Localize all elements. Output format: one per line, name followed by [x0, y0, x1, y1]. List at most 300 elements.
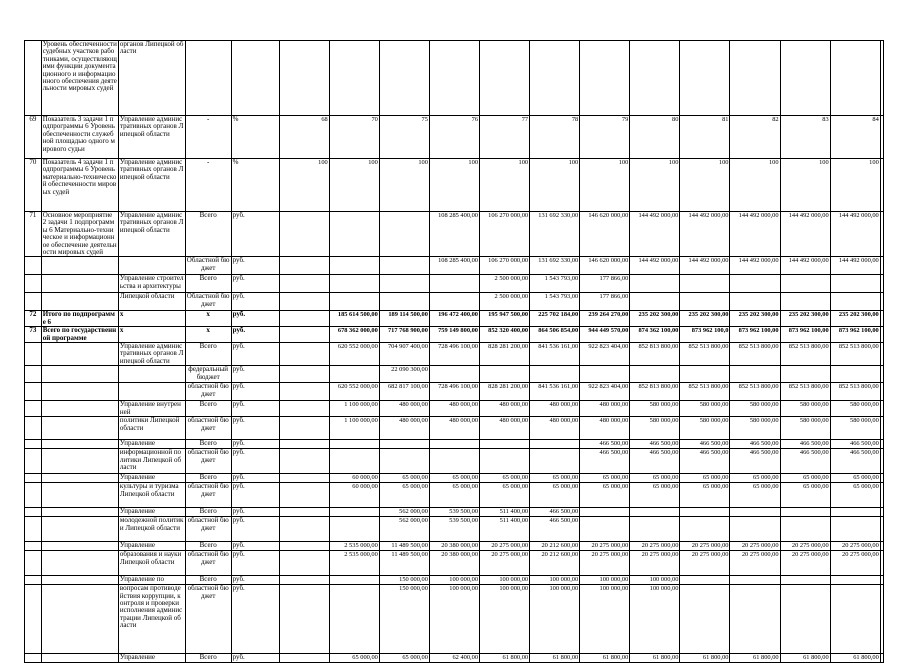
- value-cell: 78: [530, 116, 580, 159]
- row-number-cell: [25, 383, 42, 401]
- value-cell: 852 513 800,00: [830, 383, 880, 401]
- value-cell: 20 212 600,00: [530, 542, 580, 551]
- unit-cell: руб.: [231, 654, 279, 663]
- value-cell: 852 513 800,00: [680, 343, 730, 366]
- value-cell: [630, 41, 680, 116]
- value-cell: [680, 366, 730, 383]
- value-cell: 580 000,00: [830, 401, 880, 417]
- value-cell: 580 000,00: [630, 417, 680, 440]
- value-cell: 177 866,00: [580, 275, 630, 293]
- table-row: [25, 343, 884, 366]
- table-row: [25, 508, 884, 517]
- unit-cell: руб.: [231, 293, 279, 311]
- value-cell: [780, 293, 830, 311]
- value-cell: 65 000,00: [429, 474, 479, 483]
- value-cell: 580 000,00: [630, 401, 680, 417]
- value-cell: [279, 41, 329, 116]
- value-cell: [329, 449, 379, 474]
- value-cell: 65 000,00: [730, 474, 780, 483]
- executor-cell: вопросам противодействия коррупции, контроля и проверки исполнения администрации Липецкой области: [118, 585, 185, 654]
- value-cell: [480, 41, 530, 116]
- value-cell: [329, 41, 379, 116]
- value-cell: 235 202 300,00: [780, 311, 830, 327]
- value-cell: 189 114 500,00: [379, 311, 429, 327]
- value-cell: 235 202 300,00: [630, 311, 680, 327]
- funding-source-cell: x: [185, 327, 231, 343]
- value-cell: 195 947 500,00: [480, 311, 530, 327]
- value-cell: 480 000,00: [429, 401, 479, 417]
- value-cell: 480 000,00: [429, 417, 479, 440]
- value-cell: [830, 508, 880, 517]
- value-cell: 466 500,00: [830, 440, 880, 449]
- value-cell: 150 000,00: [379, 585, 429, 654]
- value-cell: 1 543 793,00: [530, 293, 580, 311]
- unit-cell: руб.: [231, 542, 279, 551]
- value-cell: 466 500,00: [730, 449, 780, 474]
- value-cell: [680, 585, 730, 654]
- unit-cell: руб.: [231, 551, 279, 576]
- value-cell: [379, 449, 429, 474]
- value-cell: 22 090 300,00: [379, 366, 429, 383]
- value-cell: 75: [379, 116, 429, 159]
- value-cell: 100: [580, 159, 630, 212]
- value-cell: [329, 366, 379, 383]
- value-cell: 61 800,00: [480, 654, 530, 663]
- value-cell: [830, 576, 880, 585]
- indicator-name-cell: [41, 343, 118, 366]
- indicator-name-cell: Уровень обеспеченности судебных участков работниками, осуществляющими функции документационного и информационного обеспечения деятельности мировых судей: [41, 41, 118, 116]
- value-cell: [379, 212, 429, 257]
- executor-cell: Управление внутренней: [118, 401, 185, 417]
- value-cell: 60 000,00: [329, 474, 379, 483]
- table-row: [25, 383, 884, 401]
- value-cell: 1 100 000,00: [329, 417, 379, 440]
- value-cell: 65 000,00: [680, 474, 730, 483]
- value-cell: 100 000,00: [630, 576, 680, 585]
- unit-cell: руб.: [231, 275, 279, 293]
- value-cell: [780, 576, 830, 585]
- value-cell: 580 000,00: [780, 401, 830, 417]
- value-cell: 873 962 100,0: [680, 327, 730, 343]
- value-cell: 922 823 404,00: [580, 383, 630, 401]
- table-row: [25, 293, 884, 311]
- value-cell: [429, 275, 479, 293]
- value-cell: [880, 116, 883, 159]
- value-cell: 841 536 161,00: [530, 343, 580, 366]
- value-cell: 2 535 000,00: [329, 542, 379, 551]
- value-cell: 2 500 000,00: [480, 275, 530, 293]
- indicator-name-cell: [41, 508, 118, 517]
- value-cell: 20 275 000,00: [830, 542, 880, 551]
- value-cell: [880, 343, 883, 366]
- value-cell: [880, 517, 883, 542]
- funding-source-cell: [185, 41, 231, 116]
- value-cell: 100: [530, 159, 580, 212]
- value-cell: 65 000,00: [530, 483, 580, 508]
- value-cell: 65 000,00: [580, 483, 630, 508]
- table-row: [25, 311, 884, 327]
- value-cell: 100 000,00: [429, 585, 479, 654]
- value-cell: 100: [680, 159, 730, 212]
- value-cell: 100: [429, 159, 479, 212]
- value-cell: 82: [730, 116, 780, 159]
- value-cell: 466 500,00: [580, 440, 630, 449]
- value-cell: 620 552 000,00: [329, 343, 379, 366]
- value-cell: 828 281 200,00: [480, 383, 530, 401]
- value-cell: [279, 542, 329, 551]
- value-cell: 873 962 100,00: [730, 327, 780, 343]
- value-cell: 144 492 000,00: [830, 212, 880, 257]
- value-cell: 100 000,00: [429, 576, 479, 585]
- value-cell: [880, 311, 883, 327]
- row-number-cell: [25, 343, 42, 366]
- value-cell: 146 620 000,00: [580, 212, 630, 257]
- value-cell: 65 000,00: [329, 654, 379, 663]
- row-number-cell: [25, 517, 42, 542]
- value-cell: 11 489 500,00: [379, 542, 429, 551]
- value-cell: [279, 275, 329, 293]
- value-cell: 20 275 000,00: [830, 551, 880, 576]
- value-cell: [880, 449, 883, 474]
- funding-source-cell: областной бюджет: [185, 483, 231, 508]
- funding-source-cell: Всего: [185, 508, 231, 517]
- value-cell: 77: [480, 116, 530, 159]
- value-cell: [680, 576, 730, 585]
- unit-cell: [231, 41, 279, 116]
- value-cell: 235 202 300,00: [680, 311, 730, 327]
- table-row: [25, 327, 884, 343]
- row-number-cell: 73: [25, 327, 42, 343]
- indicator-name-cell: Показатель 4 задачи 1 подпрограммы 6 Уровень материально-технической обеспеченности мировых судей: [41, 159, 118, 212]
- value-cell: 65 000,00: [830, 483, 880, 508]
- value-cell: 144 492 000,00: [730, 257, 780, 275]
- value-cell: 20 275 000,00: [780, 551, 830, 576]
- value-cell: [780, 585, 830, 654]
- value-cell: 79: [580, 116, 630, 159]
- value-cell: 100: [730, 159, 780, 212]
- unit-cell: руб.: [231, 440, 279, 449]
- value-cell: 65 000,00: [480, 483, 530, 508]
- value-cell: 65 000,00: [379, 483, 429, 508]
- row-number-cell: [25, 654, 42, 663]
- table-row: [25, 41, 884, 116]
- value-cell: 20 275 000,00: [580, 551, 630, 576]
- unit-cell: руб.: [231, 417, 279, 440]
- funding-source-cell: областной бюджет: [185, 551, 231, 576]
- executor-cell: Управление по: [118, 576, 185, 585]
- row-number-cell: [25, 275, 42, 293]
- value-cell: 20 380 000,00: [429, 551, 479, 576]
- row-number-cell: [25, 366, 42, 383]
- value-cell: 65 000,00: [530, 474, 580, 483]
- budget-table: [24, 40, 884, 663]
- value-cell: 759 149 800,00: [429, 327, 479, 343]
- value-cell: 2 500 000,00: [480, 293, 530, 311]
- executor-cell: [118, 383, 185, 401]
- value-cell: 68: [279, 116, 329, 159]
- value-cell: 562 000,00: [379, 508, 429, 517]
- indicator-name-cell: Показатель 3 задачи 1 подпрограммы 6 Уровень обеспеченности служебной площадью одного мирового судьи: [41, 116, 118, 159]
- value-cell: [429, 293, 479, 311]
- value-cell: [530, 41, 580, 116]
- funding-source-cell: Всего: [185, 343, 231, 366]
- value-cell: [530, 440, 580, 449]
- table-row: [25, 576, 884, 585]
- value-cell: 65 000,00: [630, 483, 680, 508]
- value-cell: 20 275 000,00: [730, 551, 780, 576]
- value-cell: 61 800,00: [530, 654, 580, 663]
- funding-source-cell: Всего: [185, 401, 231, 417]
- value-cell: [880, 483, 883, 508]
- value-cell: [630, 508, 680, 517]
- value-cell: [680, 293, 730, 311]
- table-row: [25, 116, 884, 159]
- funding-source-cell: Всего: [185, 542, 231, 551]
- value-cell: 144 492 000,00: [730, 212, 780, 257]
- value-cell: [780, 275, 830, 293]
- unit-cell: руб.: [231, 517, 279, 542]
- value-cell: [429, 41, 479, 116]
- indicator-name-cell: [41, 383, 118, 401]
- value-cell: [780, 508, 830, 517]
- value-cell: [480, 366, 530, 383]
- executor-cell: [118, 366, 185, 383]
- value-cell: 580 000,00: [730, 401, 780, 417]
- value-cell: 61 800,00: [830, 654, 880, 663]
- row-number-cell: 70: [25, 159, 42, 212]
- value-cell: 852 513 800,00: [780, 343, 830, 366]
- row-number-cell: [25, 41, 42, 116]
- table-row: [25, 483, 884, 508]
- unit-cell: руб.: [231, 257, 279, 275]
- value-cell: 466 500,00: [680, 449, 730, 474]
- value-cell: 480 000,00: [379, 401, 429, 417]
- value-cell: [780, 366, 830, 383]
- value-cell: [730, 41, 780, 116]
- value-cell: 100: [780, 159, 830, 212]
- value-cell: 852 513 800,00: [730, 383, 780, 401]
- table-row: [25, 585, 884, 654]
- value-cell: 852 320 400,00: [480, 327, 530, 343]
- budget-table-page: [24, 40, 884, 663]
- value-cell: 466 500,00: [830, 449, 880, 474]
- funding-source-cell: x: [185, 311, 231, 327]
- value-cell: 828 281 200,00: [480, 343, 530, 366]
- value-cell: [880, 440, 883, 449]
- funding-source-cell: Областной бюджет: [185, 293, 231, 311]
- table-row: [25, 517, 884, 542]
- value-cell: [880, 542, 883, 551]
- executor-cell: Управление: [118, 542, 185, 551]
- value-cell: 65 000,00: [429, 483, 479, 508]
- value-cell: 480 000,00: [580, 401, 630, 417]
- indicator-name-cell: [41, 449, 118, 474]
- value-cell: 65 000,00: [379, 654, 429, 663]
- value-cell: 177 866,00: [580, 293, 630, 311]
- table-row: [25, 440, 884, 449]
- value-cell: 108 285 400,00: [429, 257, 479, 275]
- executor-cell: Липецкой области: [118, 293, 185, 311]
- table-row: [25, 449, 884, 474]
- value-cell: [279, 293, 329, 311]
- indicator-name-cell: [41, 483, 118, 508]
- executor-cell: Управление: [118, 440, 185, 449]
- value-cell: 100: [379, 159, 429, 212]
- value-cell: 235 202 300,00: [830, 311, 880, 327]
- value-cell: 80: [630, 116, 680, 159]
- value-cell: [830, 366, 880, 383]
- indicator-name-cell: Всего по государственной программе: [41, 327, 118, 343]
- value-cell: 580 000,00: [680, 401, 730, 417]
- unit-cell: руб.: [231, 311, 279, 327]
- value-cell: 562 000,00: [379, 517, 429, 542]
- value-cell: 225 702 184,00: [530, 311, 580, 327]
- value-cell: [630, 366, 680, 383]
- row-number-cell: [25, 417, 42, 440]
- value-cell: [730, 517, 780, 542]
- table-row: [25, 551, 884, 576]
- value-cell: 864 506 854,00: [530, 327, 580, 343]
- value-cell: 100 000,00: [530, 576, 580, 585]
- value-cell: 70: [329, 116, 379, 159]
- value-cell: [279, 449, 329, 474]
- value-cell: [279, 257, 329, 275]
- value-cell: 466 500,00: [730, 440, 780, 449]
- value-cell: 511 400,00: [480, 508, 530, 517]
- value-cell: 20 275 000,00: [630, 551, 680, 576]
- value-cell: 922 823 404,00: [580, 343, 630, 366]
- value-cell: 83: [780, 116, 830, 159]
- table-row: [25, 212, 884, 257]
- value-cell: 580 000,00: [730, 417, 780, 440]
- value-cell: [279, 585, 329, 654]
- value-cell: [830, 517, 880, 542]
- value-cell: 65 000,00: [480, 474, 530, 483]
- value-cell: [329, 508, 379, 517]
- funding-source-cell: Всего: [185, 440, 231, 449]
- value-cell: [429, 449, 479, 474]
- value-cell: 466 500,00: [780, 449, 830, 474]
- value-cell: 682 817 100,00: [379, 383, 429, 401]
- value-cell: 480 000,00: [530, 417, 580, 440]
- value-cell: 580 000,00: [680, 417, 730, 440]
- value-cell: [880, 508, 883, 517]
- executor-cell: Управление административных органов Липецкой области: [118, 212, 185, 257]
- row-number-cell: 71: [25, 212, 42, 257]
- value-cell: 144 492 000,00: [630, 257, 680, 275]
- indicator-name-cell: [41, 551, 118, 576]
- unit-cell: руб.: [231, 366, 279, 383]
- value-cell: 100 000,00: [530, 585, 580, 654]
- value-cell: 717 768 900,00: [379, 327, 429, 343]
- value-cell: [630, 275, 680, 293]
- value-cell: 144 492 000,00: [830, 257, 880, 275]
- value-cell: [880, 41, 883, 116]
- value-cell: 852 513 800,00: [680, 383, 730, 401]
- value-cell: [329, 517, 379, 542]
- value-cell: 61 800,00: [580, 654, 630, 663]
- row-number-cell: [25, 293, 42, 311]
- value-cell: [730, 366, 780, 383]
- value-cell: [880, 293, 883, 311]
- unit-cell: %: [231, 159, 279, 212]
- indicator-name-cell: [41, 576, 118, 585]
- value-cell: [279, 508, 329, 517]
- funding-source-cell: Всего: [185, 576, 231, 585]
- executor-cell: Управление: [118, 474, 185, 483]
- value-cell: 728 496 100,00: [429, 383, 479, 401]
- unit-cell: руб.: [231, 449, 279, 474]
- value-cell: 65 000,00: [780, 483, 830, 508]
- value-cell: 874 362 100,00: [630, 327, 680, 343]
- value-cell: [379, 440, 429, 449]
- value-cell: [379, 257, 429, 275]
- value-cell: [279, 576, 329, 585]
- value-cell: 235 202 300,00: [730, 311, 780, 327]
- value-cell: 65 000,00: [580, 474, 630, 483]
- value-cell: [279, 517, 329, 542]
- value-cell: 480 000,00: [379, 417, 429, 440]
- value-cell: 150 000,00: [379, 576, 429, 585]
- value-cell: [329, 257, 379, 275]
- value-cell: [880, 327, 883, 343]
- unit-cell: руб.: [231, 576, 279, 585]
- value-cell: 852 813 800,00: [630, 383, 680, 401]
- executor-cell: органов Липецкой области: [118, 41, 185, 116]
- indicator-name-cell: [41, 474, 118, 483]
- funding-source-cell: областной бюджет: [185, 517, 231, 542]
- value-cell: 20 275 000,00: [780, 542, 830, 551]
- value-cell: 20 275 000,00: [680, 551, 730, 576]
- value-cell: [730, 293, 780, 311]
- value-cell: [880, 474, 883, 483]
- value-cell: [680, 508, 730, 517]
- value-cell: [379, 275, 429, 293]
- value-cell: 76: [429, 116, 479, 159]
- value-cell: [880, 417, 883, 440]
- value-cell: [329, 293, 379, 311]
- executor-cell: Управление: [118, 654, 185, 663]
- value-cell: 20 275 000,00: [630, 542, 680, 551]
- indicator-name-cell: [41, 366, 118, 383]
- indicator-name-cell: [41, 257, 118, 275]
- value-cell: [279, 440, 329, 449]
- value-cell: 84: [830, 116, 880, 159]
- value-cell: 100: [630, 159, 680, 212]
- value-cell: 704 907 400,00: [379, 343, 429, 366]
- value-cell: 65 000,00: [830, 474, 880, 483]
- unit-cell: %: [231, 116, 279, 159]
- value-cell: 144 492 000,00: [680, 257, 730, 275]
- value-cell: 60 000,00: [329, 483, 379, 508]
- value-cell: [830, 275, 880, 293]
- value-cell: [279, 212, 329, 257]
- value-cell: 100 000,00: [630, 585, 680, 654]
- indicator-name-cell: [41, 542, 118, 551]
- value-cell: [279, 383, 329, 401]
- value-cell: 539 500,00: [429, 517, 479, 542]
- value-cell: 620 552 000,00: [329, 383, 379, 401]
- value-cell: 61 800,00: [630, 654, 680, 663]
- value-cell: 196 472 400,00: [429, 311, 479, 327]
- value-cell: 100: [830, 159, 880, 212]
- row-number-cell: [25, 551, 42, 576]
- value-cell: [880, 257, 883, 275]
- value-cell: [780, 517, 830, 542]
- value-cell: [429, 440, 479, 449]
- value-cell: [429, 366, 479, 383]
- value-cell: [880, 159, 883, 212]
